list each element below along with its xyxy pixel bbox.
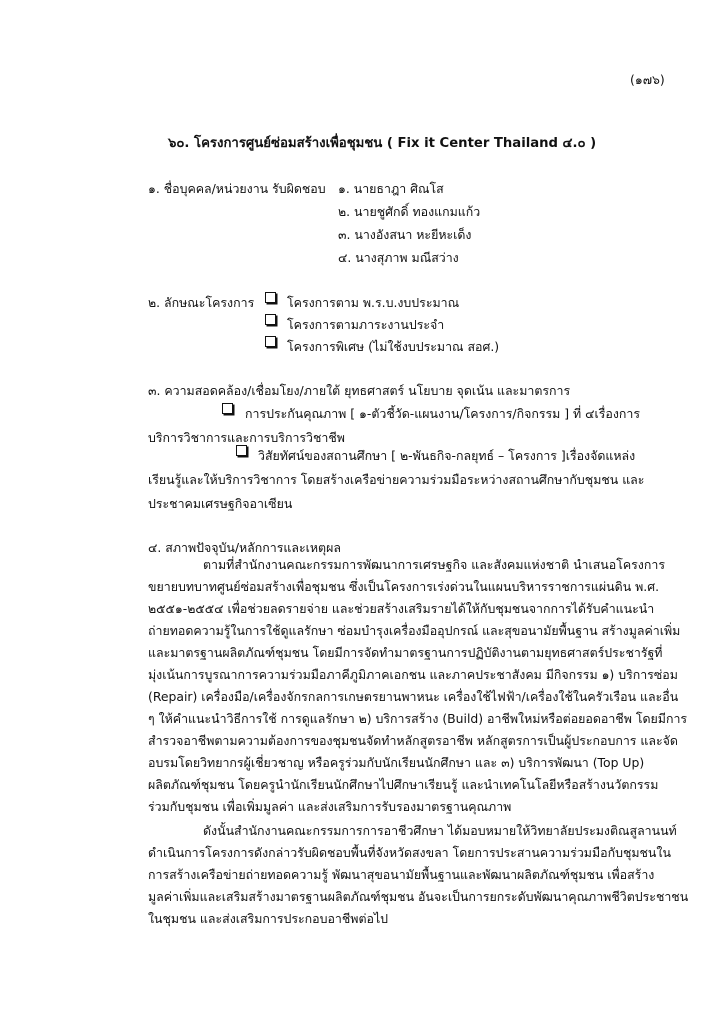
vision-line-2: เรียนรู้และให้บริการวิชาการ โดยสร้างเครือข่ายความร่วมมือระหว่างสถานศึกษากับชุมชน และ [148, 472, 645, 487]
paragraph1-line: ผลิตภัณฑ์ชุมชน โดยครูนำนักเรียนนักศึกษาไปศึกษาเรียนรู้ และนำเทคโนโลยีหรือสร้างนวัตกรรม [148, 777, 659, 792]
responsible-person-3: ๓. นางอังสนา หะยีหะเด็ง [338, 227, 472, 242]
section2-label: ๒. ลักษณะโครงการ [148, 295, 255, 310]
option-routine-work: โครงการตามภาระงานประจำ [287, 317, 445, 332]
paragraph2-line: มูลค่าเพิ่มและเสริมสร้างมาตรฐานผลิตภัณฑ์ชุมชน อันจะเป็นการยกระดับพัฒนาคุณภาพชีวิตประชาชน [148, 889, 689, 904]
paragraph1-line: สำรวจอาชีพตามความต้องการของชุมชนจัดทำหลักสูตรอาชีพ หลักสูตรการเป็นผู้ประกอบการ และจัด [148, 733, 678, 748]
page-title: ๖๐. โครงการศูนย์ซ่อมสร้างเพื่อชุมชน ( Fix it Center Thailand ๔.๐ ) [168, 136, 597, 151]
paragraph2-line: การสร้างเครือข่ายถ่ายทอดความรู้ พัฒนาสุขอนามัยพื้นฐานและพัฒนาผลิตภัณฑ์ชุมชน เพื่อสร้าง [148, 867, 655, 882]
section1-label: ๑. ชื่อบุคคล/หน่วยงาน รับผิดชอบ [148, 181, 326, 196]
quality-assurance-line-1: การประกันคุณภาพ [ ๑-ตัวชี้วัด-แผนงาน/โครงการ/กิจกรรม ] ที่ ๔เรื่องการ [245, 406, 641, 421]
responsible-person-2: ๒. นายชูศักดิ์ ทองแกมแก้ว [338, 204, 481, 219]
paragraph1-line: ๒๕๕๑-๒๕๕๔ เพื่อช่วยลดรายจ่าย และช่วยสร้างเสริมรายได้ให้กับชุมชนจากการได้รับคำแนะนำ [148, 601, 655, 616]
checkbox-vision[interactable] [236, 445, 247, 456]
checkbox-routine-work[interactable] [265, 314, 276, 325]
responsible-person-4: ๔. นางสุภาพ มณีสว่าง [338, 250, 459, 265]
paragraph1-line: และมาตรฐานผลิตภัณฑ์ชุมชน โดยมีการจัดทำมาตรฐานการปฏิบัติงานตามยุทธศาสตร์ประชารัฐที่ [148, 645, 663, 660]
responsible-person-1: ๑. นายธาฎา ศิณโส [338, 181, 444, 196]
paragraph1-line: ขยายบทบาทศูนย์ซ่อมสร้างเพื่อชุมชน ซึ่งเป็นโครงการเร่งด่วนในแผนบริหารราชการแผ่นดิน พ.ศ. [148, 579, 660, 594]
checkbox-quality-assurance[interactable] [222, 403, 233, 414]
option-special-project: โครงการพิเศษ (ไม่ใช้งบประมาณ สอศ.) [287, 339, 500, 354]
checkbox-budget-act[interactable] [265, 292, 276, 303]
paragraph1-line: ถ่ายทอดความรู้ในการใช้ดูแลรักษา ซ่อมบำรุงเครื่องมืออุปกรณ์ และสุขอนามัยพื้นฐาน สร้างมูลค่าเพิ่ม [148, 623, 681, 638]
page-number: (๑๗๖) [630, 72, 665, 87]
paragraph1-line: อบรมโดยวิทยากรผู้เชี่ยวชาญ หรือครูร่วมกับนักเรียนนักศึกษา และ ๓) บริการพัฒนา (Top Up) [148, 755, 645, 770]
paragraph1-line: ๆ ให้คำแนะนำวิธีการใช้ การดูแลรักษา ๒) บริการสร้าง (Build) อาชีพใหม่หรือต่อยอดอาชีพ โดยมีการ [148, 711, 688, 726]
vision-line-3: ประชาคมเศรษฐกิจอาเซียน [148, 496, 293, 511]
paragraph1-line: ร่วมกับชุมชน เพื่อเพิ่มมูลค่า และส่งเสริมการรับรองมาตรฐานคุณภาพ [148, 799, 512, 814]
option-budget-act: โครงการตาม พ.ร.บ.งบประมาณ [287, 295, 460, 310]
paragraph2-line: ดังนั้นสำนักงานคณะกรรมการการอาชีวศึกษา ได้มอบหมายให้วิทยาลัยประมงติณสูลานนท์ [203, 823, 677, 838]
checkbox-special-project[interactable] [265, 336, 276, 347]
section3-label: ๓. ความสอดคล้อง/เชื่อมโยง/ภายใต้ ยุทธศาสตร์ นโยบาย จุดเน้น และมาตรการ [148, 383, 571, 398]
vision-line-1: วิสัยทัศน์ของสถานศึกษา [ ๒-พันธกิจ-กลยุทธ์ – โครงการ ]เรื่องจัดแหล่ง [258, 448, 636, 463]
section4-label: ๔. สภาพปัจจุบัน/หลักการและเหตุผล [148, 540, 341, 555]
quality-assurance-line-2: บริการวิชาการและการบริการวิชาชีพ [148, 430, 345, 445]
paragraph1-line: มุ่งเน้นการบูรณาการความร่วมมือภาคีภูมิภาคเอกชน และภาคประชาสังคม มีกิจกรรม ๑) บริการซ่อม [148, 667, 678, 682]
paragraph2-line: ดำเนินการโครงการดังกล่าวรับผิดชอบพื้นที่จังหวัดสงขลา โดยการประสานความร่วมมือกับชุมชนใน [148, 845, 671, 860]
paragraph1-line: (Repair) เครื่องมือ/เครื่องจักรกลการเกษตรยานพาหนะ เครื่องใช้ไฟฟ้า/เครื่องใช้ในครัวเรือน และอื่น [148, 689, 679, 704]
paragraph1-line: ตามที่สำนักงานคณะกรรมการพัฒนาการเศรษฐกิจ และสังคมแห่งชาติ นำเสนอโครงการ [203, 557, 665, 572]
paragraph2-line: ในชุมชน และส่งเสริมการประกอบอาชีพต่อไป [148, 911, 389, 926]
